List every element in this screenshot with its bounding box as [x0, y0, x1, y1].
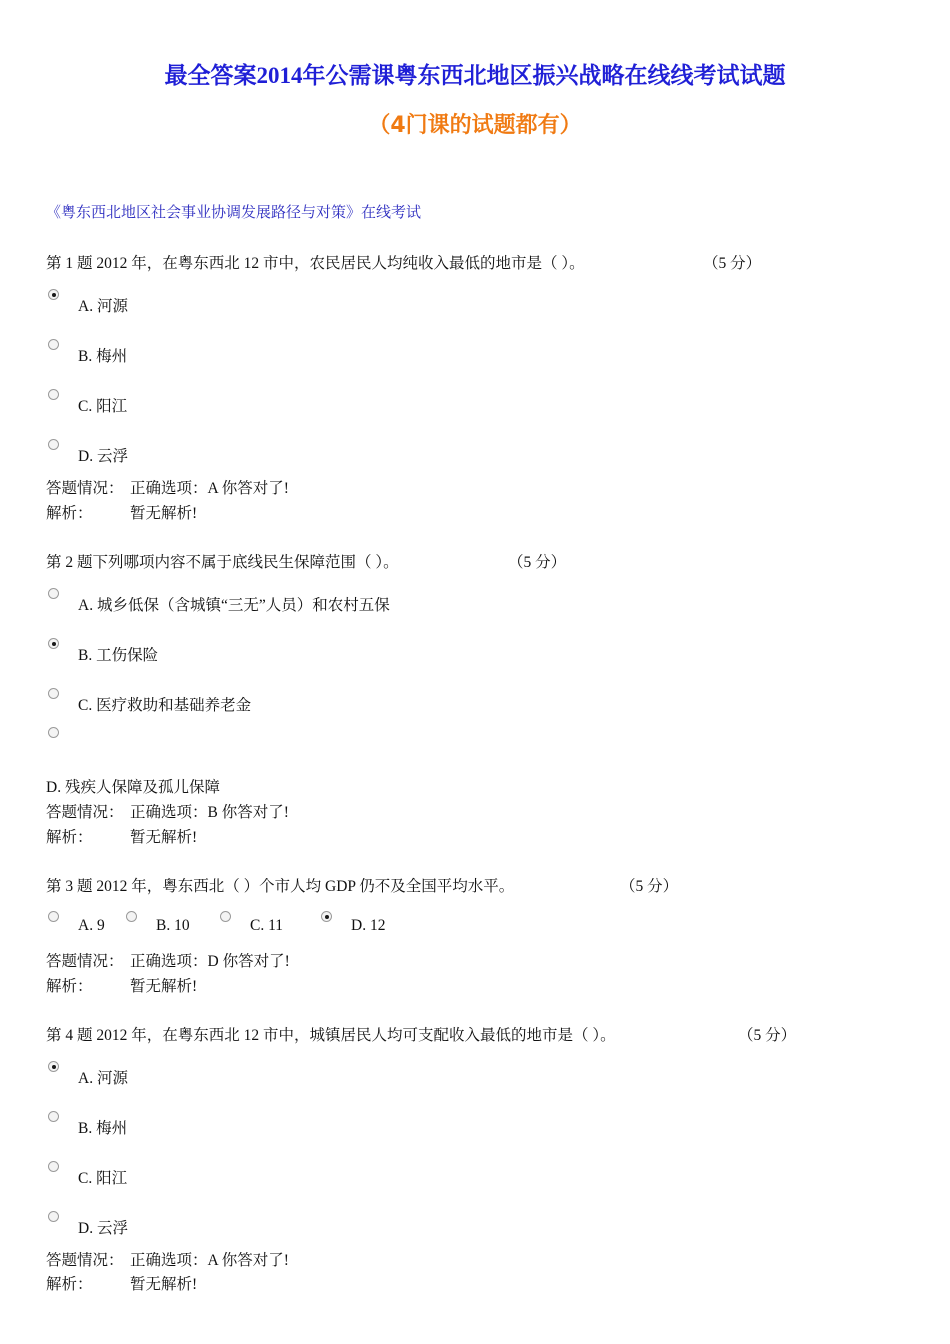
question-3-text: 第 3 题 2012 年，粤东西北（ ）个市人均 GDP 仍不及全国平均水平。 — [46, 878, 515, 895]
question-3-option-a-radio[interactable] — [48, 911, 59, 922]
question-3-status-label: 答题情况： — [46, 953, 124, 970]
question-2-status-label: 答题情况： — [46, 804, 124, 821]
question-3-option-c-radio[interactable] — [220, 911, 231, 922]
question-4-option-a-radio[interactable] — [48, 1061, 59, 1072]
question-1-option-a-radio[interactable] — [48, 289, 59, 300]
question-2-option-d-label: D. 残疾人保障及孤儿保障 — [46, 779, 220, 796]
question-4-analysis-label: 解析： — [46, 1276, 93, 1293]
question-1-option-d-radio[interactable] — [48, 439, 59, 450]
question-2-option-b-radio[interactable] — [48, 638, 59, 649]
question-4-option-a-label: A. 河源 — [78, 1070, 128, 1087]
question-1-analysis-label: 解析： — [46, 505, 93, 522]
question-2-option-d-radio[interactable] — [48, 727, 59, 738]
question-4-analysis-text: 暂无解析! — [130, 1276, 198, 1293]
question-2-option-c-radio[interactable] — [48, 688, 59, 699]
question-3-analysis-text: 暂无解析! — [130, 978, 198, 995]
question-2-score: （5 分） — [508, 554, 567, 571]
question-3-option-a-label: A. 9 — [78, 917, 105, 934]
question-3-option-d-label: D. 12 — [351, 917, 386, 934]
question-1-option-d-label: D. 云浮 — [78, 448, 128, 465]
question-4-option-b-label: B. 梅州 — [78, 1120, 128, 1137]
question-2-analysis-label: 解析： — [46, 829, 93, 846]
question-1-option-b-radio[interactable] — [48, 339, 59, 350]
question-2-option-a-radio[interactable] — [48, 588, 59, 599]
question-2-text: 第 2 题下列哪项内容不属于底线民生保障范围（ ）。 — [46, 554, 399, 571]
question-4-text: 第 4 题 2012 年，在粤东西北 12 市中，城镇居民人均可支配收入最低的地市是（ ）。 — [46, 1027, 616, 1044]
question-3-option-c-label: C. 11 — [250, 917, 284, 934]
question-4-option-c-radio[interactable] — [48, 1161, 59, 1172]
question-1-score: （5 分） — [703, 255, 762, 272]
question-3-option-d-radio[interactable] — [321, 911, 332, 922]
question-3-analysis-label: 解析： — [46, 978, 93, 995]
question-4-option-b-radio[interactable] — [48, 1111, 59, 1122]
question-2-option-b-label: B. 工伤保险 — [78, 647, 159, 664]
document-title: 最全答案2014年公需课粤东西北地区振兴战略在线线考试试题 — [164, 63, 786, 88]
question-4-option-d-label: D. 云浮 — [78, 1220, 128, 1237]
document-subtitle: （4门课的试题都有） — [368, 113, 582, 138]
question-2-option-c-label: C. 医疗救助和基础养老金 — [78, 697, 252, 714]
question-1-status-label: 答题情况： — [46, 480, 124, 497]
course-title: 《粤东西北地区社会事业协调发展路径与对策》在线考试 — [46, 205, 422, 221]
question-3-option-b-label: B. 10 — [156, 917, 190, 934]
question-4-option-c-label: C. 阳江 — [78, 1170, 128, 1187]
question-1-option-c-label: C. 阳江 — [78, 398, 128, 415]
question-4-score: （5 分） — [738, 1027, 797, 1044]
question-3-option-b-radio[interactable] — [126, 911, 137, 922]
question-3-result: 正确选项：D 你答对了! — [130, 953, 290, 970]
question-1-analysis-text: 暂无解析! — [130, 505, 198, 522]
question-1-text: 第 1 题 2012 年，在粤东西北 12 市中，农民居民人均纯收入最低的地市是（ ）。 — [46, 255, 585, 272]
question-2-option-a-label: A. 城乡低保（含城镇“三无”人员）和农村五保 — [78, 597, 390, 614]
question-1-option-c-radio[interactable] — [48, 389, 59, 400]
question-4-status-label: 答题情况： — [46, 1252, 124, 1269]
question-3-score: （5 分） — [620, 878, 679, 895]
question-2-analysis-text: 暂无解析! — [130, 829, 198, 846]
question-4-result: 正确选项：A 你答对了! — [130, 1252, 289, 1269]
question-1-option-a-label: A. 河源 — [78, 298, 128, 315]
question-4-option-d-radio[interactable] — [48, 1211, 59, 1222]
question-1-option-b-label: B. 梅州 — [78, 348, 128, 365]
question-2-result: 正确选项：B 你答对了! — [130, 804, 289, 821]
question-1-result: 正确选项：A 你答对了! — [130, 480, 289, 497]
